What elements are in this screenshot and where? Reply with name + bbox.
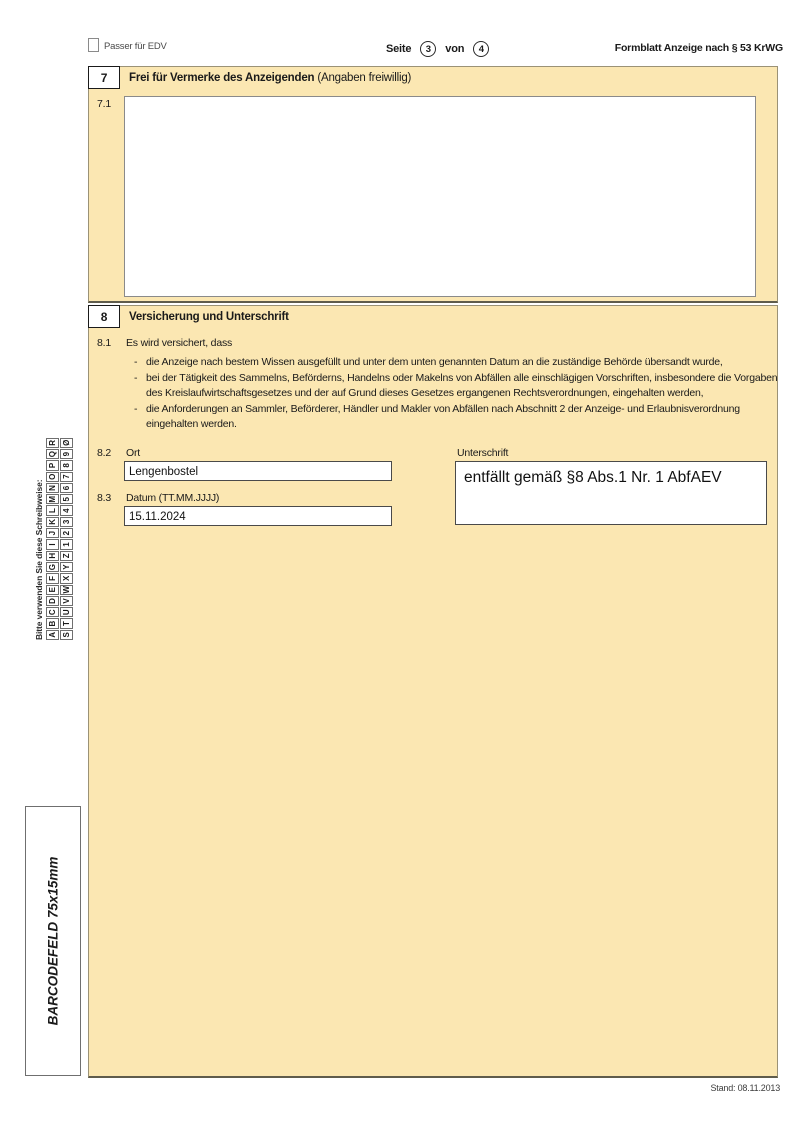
char-sample-box: M	[48, 495, 57, 503]
datum-input[interactable]	[124, 506, 392, 526]
section-8-title	[129, 311, 289, 323]
edv-checkbox[interactable]	[88, 38, 99, 52]
page-word: Seite	[386, 43, 412, 55]
ort-label: Ort	[126, 447, 140, 459]
char-sample-box: K	[46, 517, 59, 527]
char-sample-box: A	[46, 630, 59, 640]
char-sample-box: R	[46, 438, 59, 448]
datum-label: Datum (TT.MM.JJJJ)	[126, 492, 220, 504]
char-sample-box: V	[60, 596, 73, 606]
char-sample-box: T	[60, 618, 73, 628]
char-sample-box: P	[46, 460, 59, 470]
assurance-bullet: - bei der Tätigkeit des Sammelns, Beförderns, Handelns oder Makelns von Abfällen alle einschlägigen Vorschriften, insbesondere die Vorgaben des Kreislaufwirtschaftsgesetzes und der auf Grund dieses Gesetzes ergangenen Rechtsverordnungen, eingehalten werden,	[134, 371, 782, 402]
char-sample-box: L	[46, 505, 59, 515]
form-title: Formblatt Anzeige nach § 53 KrWG	[614, 42, 783, 54]
remarks-textarea[interactable]	[124, 96, 756, 297]
char-sample-box: Ø	[60, 438, 73, 448]
assurance-bullet: - die Anforderungen an Sammler, Beförderer, Händler und Makler von Abfällen nach Abschnitt 2 der Anzeige- und Erlaubnisverordnung eingehalten werden.	[134, 402, 782, 433]
page-indicator	[386, 41, 489, 57]
char-sample-box: 8	[60, 460, 73, 470]
assurance-intro: Es wird versichert, dass	[126, 337, 233, 349]
ort-input[interactable]	[124, 461, 392, 481]
signature-box[interactable]: entfällt gemäß §8 Abs.1 Nr. 1 AbfAEV	[455, 461, 767, 525]
char-sample-box: 4	[60, 505, 73, 515]
item-8-3-label: 8.3	[97, 492, 111, 504]
char-sample-box: 5	[60, 494, 73, 504]
char-sample-box: E	[46, 585, 59, 595]
char-sample-box: F	[46, 573, 59, 583]
edv-field	[88, 38, 167, 52]
char-sample-box: O	[46, 472, 59, 482]
char-sample-box: B	[46, 618, 59, 628]
section-7-title-main: Frei für Vermerke des Anzeigenden	[129, 72, 315, 84]
section-7-title	[129, 72, 411, 84]
section-8	[88, 305, 778, 1078]
char-sample-box: Q	[46, 449, 59, 459]
item-8-2-label: 8.2	[97, 447, 111, 459]
char-sample-box: 3	[60, 517, 73, 527]
char-sample-box: X	[60, 573, 73, 583]
char-sample-box: J	[46, 528, 59, 538]
section-7	[88, 66, 778, 303]
char-sample-box: 6	[60, 483, 73, 493]
of-word: von	[445, 43, 465, 55]
char-sample-box: 2	[60, 528, 73, 538]
char-sample-box: Y	[60, 562, 73, 572]
version-date: Stand: 08.11.2013	[710, 1083, 780, 1093]
barcode-field-label: BARCODEFELD 75x15mm	[45, 856, 61, 1026]
char-sample-box: 7	[60, 472, 73, 482]
char-sample-box: Z	[60, 551, 73, 561]
char-sample-box: W	[62, 585, 71, 594]
char-sample-box: S	[60, 630, 73, 640]
writing-style-block	[34, 434, 84, 640]
item-8-1-label: 8.1	[97, 337, 111, 349]
signature-label: Unterschrift	[457, 447, 509, 459]
char-sample-box: G	[46, 562, 59, 572]
char-sample-box: 1	[60, 539, 73, 549]
section-7-title-suffix: (Angaben freiwillig)	[314, 72, 412, 84]
char-row-letters	[46, 434, 59, 640]
writing-style-sidebar	[34, 434, 84, 640]
edv-label: Passer für EDV	[104, 41, 167, 52]
section-8-number: 8	[88, 305, 120, 328]
section-7-number: 7	[88, 66, 120, 89]
assurance-bullet: - die Anzeige nach bestem Wissen ausgefüllt und unter dem unten genannten Datum an die zuständige Behörde übersandt wurde,	[134, 355, 782, 371]
char-sample-box: N	[46, 483, 59, 493]
section-8-title-main: Versicherung und Unterschrift	[129, 311, 289, 323]
char-sample-box: H	[46, 551, 59, 561]
page-total-badge: 4	[473, 41, 489, 57]
char-sample-box: D	[46, 596, 59, 606]
assurance-bullet-list	[134, 355, 782, 433]
item-7-1-label: 7.1	[97, 98, 111, 110]
char-sample-box: U	[60, 607, 73, 617]
char-sample-box: 9	[60, 449, 73, 459]
writing-style-instruction: Bitte verwenden Sie diese Schreibweise:	[34, 479, 44, 640]
char-sample-box: I	[46, 539, 59, 549]
char-sample-box: C	[46, 607, 59, 617]
page-current-badge: 3	[420, 41, 436, 57]
barcode-field	[25, 806, 81, 1076]
char-row-mixed	[60, 434, 73, 640]
